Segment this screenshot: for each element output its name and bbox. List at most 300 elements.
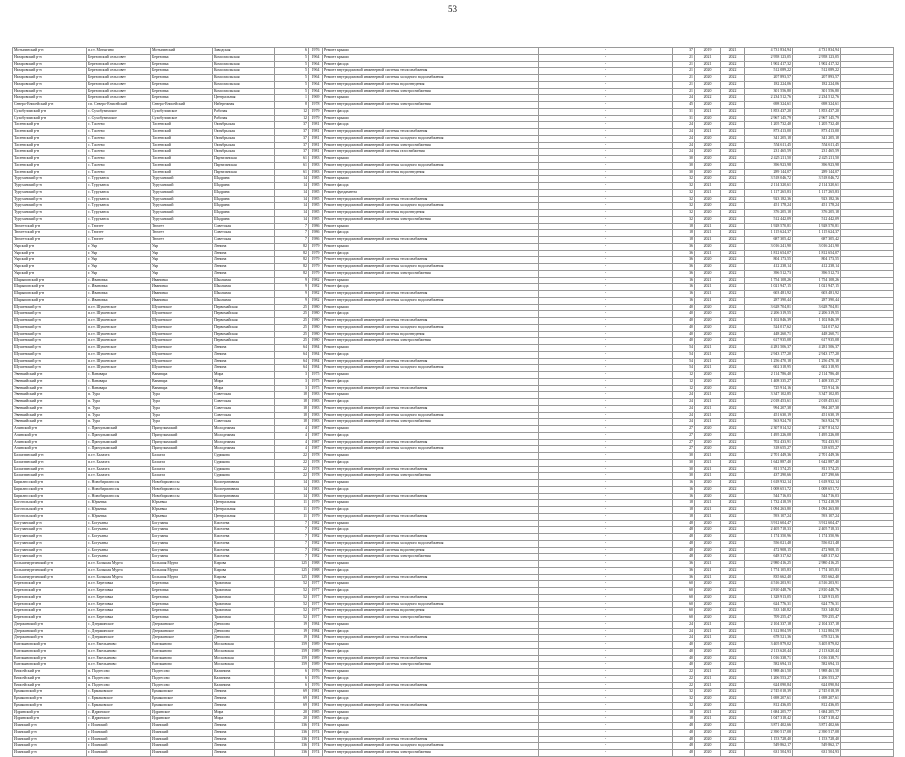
table-cell: - — [539, 453, 673, 460]
table-cell: 2022 — [721, 108, 745, 115]
table-cell: 14 — [275, 176, 309, 183]
table-cell: с. Тасеево — [87, 129, 151, 136]
empty-cell — [841, 304, 894, 311]
table-cell: 678 521,36 — [745, 635, 793, 642]
table-cell: 512 442,09 — [793, 216, 841, 223]
table-cell: Московская — [213, 655, 275, 662]
empty-cell — [841, 135, 894, 142]
table-cell: - — [539, 601, 673, 608]
table-cell: 2021 — [695, 351, 721, 358]
table-cell: Первомайская — [213, 318, 275, 325]
table-cell: 4 516 203,91 — [745, 581, 793, 588]
table-cell: Дзержинский р-н — [13, 628, 87, 635]
table-cell: 2021 — [695, 291, 721, 298]
table-cell: Московская — [213, 648, 275, 655]
table-cell: 2020 — [695, 264, 721, 271]
table-cell: 2022 — [721, 608, 745, 615]
table-cell: - — [539, 297, 673, 304]
table-cell: 21 — [673, 68, 695, 75]
table-cell: 2020 — [695, 338, 721, 345]
table-cell: Школьная — [213, 291, 275, 298]
table-cell: 24 — [673, 399, 695, 406]
table-cell: Дзержинское — [151, 628, 213, 635]
table-cell: 1982 — [309, 527, 323, 534]
table-cell: 2020 — [695, 311, 721, 318]
table-cell: 30 — [673, 473, 695, 480]
empty-cell — [841, 507, 894, 514]
table-row — [13, 750, 894, 757]
table-cell: Сурикова — [213, 453, 275, 460]
table-cell: Березовка — [151, 581, 213, 588]
empty-cell — [841, 95, 894, 102]
table-cell: 1980 — [309, 331, 323, 338]
table-cell: 4 — [275, 439, 309, 446]
empty-cell — [841, 210, 894, 217]
table-cell: 7 — [275, 223, 309, 230]
table-cell: 18 — [275, 412, 309, 419]
table-cell: 60 — [673, 615, 695, 622]
table-cell: 2022 — [721, 250, 745, 257]
table-cell: Ленина — [213, 243, 275, 250]
table-cell: 45 — [673, 102, 695, 109]
table-cell: 12 — [275, 115, 309, 122]
table-cell: 2022 — [721, 648, 745, 655]
table-cell: Березовский сельсовет — [87, 75, 151, 82]
table-cell: Ремонт внутридомовой инженерной системы холодного водоснабжения — [323, 446, 539, 453]
table-cell: 5 — [275, 75, 309, 82]
table-cell: - — [539, 149, 673, 156]
table-cell: 159 — [275, 655, 309, 662]
table-cell: 4 — [275, 426, 309, 433]
table-cell: п. Подтесово — [87, 675, 151, 682]
empty-cell — [841, 270, 894, 277]
table-cell: 1 408 335,27 — [793, 378, 841, 385]
table-cell: Идринское — [151, 709, 213, 716]
table-cell: Березовский р-н — [13, 594, 87, 601]
table-cell: Тасеевский р-н — [13, 122, 87, 129]
table-cell: Богучанский р-н — [13, 540, 87, 547]
table-cell: Сухобузимский р-н — [13, 108, 87, 115]
table-cell: 69 — [275, 696, 309, 703]
table-cell: Тасеевский — [151, 149, 213, 156]
table-cell: 2022 — [721, 635, 745, 642]
table-cell: Ремонт внутридомовой инженерной системы теплоснабжения — [323, 68, 539, 75]
table-cell: Ремонт крыши — [323, 304, 539, 311]
table-cell: 2020 — [695, 655, 721, 662]
empty-cell — [841, 567, 894, 574]
table-cell: Центральная — [213, 507, 275, 514]
table-cell: 451 178,24 — [745, 203, 793, 210]
table-cell: Шушенский р-н — [13, 324, 87, 331]
table-cell: 25 — [275, 311, 309, 318]
table-cell: 2020 — [695, 480, 721, 487]
table-cell: 18 — [275, 399, 309, 406]
table-row — [13, 318, 894, 325]
table-row — [13, 513, 894, 520]
table-cell: Ремонт фасада — [323, 284, 539, 291]
table-cell: Партизанская — [213, 156, 275, 163]
table-cell: - — [539, 284, 673, 291]
table-cell: - — [539, 615, 673, 622]
table-cell: 1 206 553,27 — [745, 675, 793, 682]
table-cell: 5 — [275, 88, 309, 95]
table-cell: 2020 — [695, 68, 721, 75]
table-cell: Советская — [213, 223, 275, 230]
table-cell: Ремонт крыши — [323, 48, 539, 55]
empty-cell — [841, 243, 894, 250]
table-cell: 2020 — [695, 156, 721, 163]
table-cell: 2 206 319,55 — [793, 311, 841, 318]
table-cell: 2 943 177,20 — [745, 351, 793, 358]
table-cell: Идринское — [151, 716, 213, 723]
table-cell: 7 — [275, 527, 309, 534]
table-cell: 3 405 879,02 — [793, 642, 841, 649]
table-cell: 14 — [275, 189, 309, 196]
table-cell: Тасеевский — [151, 169, 213, 176]
table-cell: Ремонт внутридомовой инженерной системы водоотведения — [323, 169, 539, 176]
table-cell: 2021 — [695, 682, 721, 689]
table-cell: с. Ивановка — [87, 291, 151, 298]
table-cell: Ремонт крыши — [323, 223, 539, 230]
empty-cell — [841, 628, 894, 635]
table-cell: 1 812 654,07 — [745, 250, 793, 257]
table-cell: Ремонт внутридомовой инженерной системы теплоснабжения — [323, 196, 539, 203]
table-row — [13, 486, 894, 493]
table-cell: 2022 — [721, 156, 745, 163]
table-cell: г. Уяр — [87, 270, 151, 277]
empty-cell — [841, 702, 894, 709]
table-cell: п.г.т. Емельяново — [87, 662, 151, 669]
table-cell: Емельяновский р-н — [13, 642, 87, 649]
table-cell: 2022 — [721, 189, 745, 196]
empty-cell — [841, 453, 894, 460]
table-cell: Тасеевский — [151, 122, 213, 129]
table-cell: 60 — [673, 581, 695, 588]
table-cell: 1980 — [309, 324, 323, 331]
table-cell: 1977 — [309, 608, 323, 615]
table-row — [13, 446, 894, 453]
empty-cell — [841, 48, 894, 55]
table-cell: 994 207,38 — [745, 405, 793, 412]
table-cell: 2021 — [695, 574, 721, 581]
empty-cell — [841, 520, 894, 527]
table-row — [13, 574, 894, 581]
table-cell: с. Идринское — [87, 709, 151, 716]
empty-cell — [841, 743, 894, 750]
table-cell: Ремонт фасада — [323, 351, 539, 358]
table-cell: Эвенкийский р-н — [13, 372, 87, 379]
table-cell: 1 732 418,59 — [793, 500, 841, 507]
table-cell: Ленина — [213, 345, 275, 352]
table-cell: Денисова — [213, 628, 275, 635]
empty-cell — [841, 156, 894, 163]
table-cell: п.г.т. Шушенское — [87, 324, 151, 331]
table-cell: 2020 — [695, 642, 721, 649]
table-cell: 40 — [673, 324, 695, 331]
empty-cell — [841, 324, 894, 331]
table-cell: 18 — [673, 513, 695, 520]
empty-cell — [841, 736, 894, 743]
table-cell: 48 — [673, 743, 695, 750]
table-cell: 2022 — [721, 655, 745, 662]
table-cell: 1982 — [309, 297, 323, 304]
table-cell: 1964 — [309, 88, 323, 95]
table-cell: Эвенкийский р-н — [13, 405, 87, 412]
table-cell: Октябрьская — [213, 149, 275, 156]
table-cell: - — [539, 399, 673, 406]
table-cell: г. Уяр — [87, 250, 151, 257]
table-cell: Первомайская — [213, 311, 275, 318]
table-cell: Ремонт внутридомовой инженерной системы холодного водоснабжения — [323, 203, 539, 210]
table-cell: 2 967 145,79 — [793, 115, 841, 122]
table-row — [13, 351, 894, 358]
table-cell: п.г.т. Балахта — [87, 459, 151, 466]
table-cell: 3 518 046,72 — [793, 176, 841, 183]
table-cell: 1 312 804,59 — [745, 628, 793, 635]
table-cell: 2 980 416,25 — [793, 561, 841, 568]
table-cell: - — [539, 594, 673, 601]
table-cell: 2022 — [721, 135, 745, 142]
table-cell: 16 — [673, 277, 695, 284]
table-cell: 289 144,07 — [745, 169, 793, 176]
table-cell: Советская — [213, 237, 275, 244]
table-cell: - — [539, 588, 673, 595]
table-cell: 2020 — [695, 615, 721, 622]
table-cell: Туруханский р-н — [13, 196, 87, 203]
table-cell: 2022 — [721, 81, 745, 88]
table-cell: 2020 — [695, 331, 721, 338]
table-cell: 25 — [275, 304, 309, 311]
table-cell: Большая Мурта — [151, 561, 213, 568]
table-cell: Партизанская — [213, 169, 275, 176]
table-row — [13, 102, 894, 109]
empty-cell — [841, 466, 894, 473]
table-cell: 1985 — [309, 189, 323, 196]
table-cell: 1981 — [309, 689, 323, 696]
table-cell: Ленина — [213, 351, 275, 358]
table-cell: Ленина — [213, 358, 275, 365]
table-cell: 14 — [275, 486, 309, 493]
table-cell: Богучаны — [151, 540, 213, 547]
table-row — [13, 210, 894, 217]
table-cell: 624 776,31 — [793, 601, 841, 608]
table-cell: 2022 — [721, 54, 745, 61]
table-cell: 37 — [275, 149, 309, 156]
table-cell: с. Тасеево — [87, 169, 151, 176]
table-cell: 2020 — [695, 162, 721, 169]
table-cell: - — [539, 122, 673, 129]
table-cell: Сурикова — [213, 459, 275, 466]
table-cell: 2 113 620,44 — [745, 648, 793, 655]
empty-cell — [841, 291, 894, 298]
empty-cell — [841, 648, 894, 655]
table-cell: Ермаковское — [151, 696, 213, 703]
table-cell: - — [539, 432, 673, 439]
table-row — [13, 412, 894, 419]
table-cell: 1978 — [309, 466, 323, 473]
table-cell: - — [539, 318, 673, 325]
table-cell: 1977 — [309, 601, 323, 608]
table-row — [13, 291, 894, 298]
table-row — [13, 709, 894, 716]
table-cell: Ремонт фасада — [323, 183, 539, 190]
table-cell: 1 021 947,15 — [793, 284, 841, 291]
table-cell: 1980 — [309, 318, 323, 325]
table-cell: 533 140,82 — [793, 608, 841, 615]
table-cell: 30 — [673, 466, 695, 473]
table-cell: Трактовая — [213, 601, 275, 608]
table-cell: 1983 — [309, 412, 323, 419]
empty-cell — [841, 351, 894, 358]
table-cell: 1976 — [309, 48, 323, 55]
table-cell: 1 754 108,26 — [745, 277, 793, 284]
table-cell: Юрьевка — [151, 507, 213, 514]
table-row — [13, 615, 894, 622]
table-cell: 2022 — [721, 345, 745, 352]
table-cell: Мира — [213, 385, 275, 392]
table-cell: 554 611,45 — [793, 142, 841, 149]
table-cell: 2020 — [695, 723, 721, 730]
table-cell: 2021 — [695, 223, 721, 230]
empty-cell — [841, 88, 894, 95]
empty-cell — [841, 169, 894, 176]
table-cell: 1979 — [309, 513, 323, 520]
table-row — [13, 345, 894, 352]
table-cell: 1980 — [309, 304, 323, 311]
table-cell: Ремонт крыши — [323, 95, 539, 102]
table-cell: 2022 — [721, 696, 745, 703]
table-row — [13, 439, 894, 446]
table-row — [13, 358, 894, 365]
table-cell: - — [539, 210, 673, 217]
table-cell: 32 — [673, 203, 695, 210]
empty-cell — [841, 54, 894, 61]
empty-cell — [841, 621, 894, 628]
table-cell: 1987 — [309, 446, 323, 453]
table-cell: Рабочая — [213, 108, 275, 115]
table-row — [13, 655, 894, 662]
table-cell: п.г.т. Шушенское — [87, 345, 151, 352]
table-cell: п.г.т. Шушенское — [87, 331, 151, 338]
table-cell: Шушенский р-н — [13, 318, 87, 325]
empty-cell — [841, 547, 894, 554]
table-cell: п.г.т. Емельяново — [87, 655, 151, 662]
table-cell: - — [539, 426, 673, 433]
table-cell: 22 — [673, 675, 695, 682]
empty-cell — [841, 500, 894, 507]
table-cell: - — [539, 507, 673, 514]
table-cell: 709 255,47 — [745, 615, 793, 622]
table-cell: 3 — [275, 372, 309, 379]
table-cell: 624 776,31 — [745, 601, 793, 608]
table-cell: Тасеевский р-н — [13, 162, 87, 169]
table-cell: 22 — [275, 473, 309, 480]
table-row — [13, 426, 894, 433]
table-cell: Трактовая — [213, 615, 275, 622]
table-cell: 1 174 350,96 — [745, 534, 793, 541]
table-cell: 1979 — [309, 500, 323, 507]
table-cell: Дзержинский р-н — [13, 635, 87, 642]
table-cell: п.г.т. Шушенское — [87, 338, 151, 345]
table-cell: 2019 — [695, 48, 721, 55]
table-cell: 2022 — [721, 513, 745, 520]
table-cell: 2022 — [721, 669, 745, 676]
table-cell: 1979 — [309, 264, 323, 271]
table-cell: Ремонт внутридомовой инженерной системы водоотведения — [323, 81, 539, 88]
table-row — [13, 567, 894, 574]
table-cell: Ремонт внутридомовой инженерной системы теплоснабжения — [323, 513, 539, 520]
table-cell: 36 — [673, 270, 695, 277]
table-cell: г. Уяр — [87, 243, 151, 250]
table-cell: с. Причулымский — [87, 446, 151, 453]
table-cell: п.г.т. Шушенское — [87, 311, 151, 318]
table-cell: 2021 — [695, 459, 721, 466]
table-cell: Ремонт внутридомовой инженерной системы газоснабжения — [323, 149, 539, 156]
table-cell: 1985 — [309, 183, 323, 190]
table-cell: 36 — [673, 257, 695, 264]
table-cell: - — [539, 270, 673, 277]
table-cell: - — [539, 108, 673, 115]
table-cell: Туруханский — [151, 176, 213, 183]
table-cell: 2021 — [695, 345, 721, 352]
table-cell: 812 436,05 — [745, 702, 793, 709]
table-cell: 24 — [673, 122, 695, 129]
empty-cell — [841, 81, 894, 88]
table-cell: 14 — [275, 210, 309, 217]
table-cell: 2022 — [721, 277, 745, 284]
table-cell: 2022 — [721, 405, 745, 412]
table-cell: 556 021,48 — [745, 540, 793, 547]
table-cell: Назаровский р-н — [13, 88, 87, 95]
table-cell: Юрьевка — [151, 513, 213, 520]
table-cell: 2021 — [695, 561, 721, 568]
table-cell: 48 — [673, 520, 695, 527]
table-cell: Причулымский — [151, 426, 213, 433]
table-cell: 5 — [275, 54, 309, 61]
table-cell: 2021 — [695, 412, 721, 419]
table-cell: 4 731 834,94 — [745, 48, 793, 55]
table-cell: 4 — [275, 432, 309, 439]
table-cell: Богучанский р-н — [13, 554, 87, 561]
table-cell: 709 255,47 — [793, 615, 841, 622]
table-cell: 873 413,00 — [793, 129, 841, 136]
table-cell: 7 — [275, 237, 309, 244]
table-cell: - — [539, 446, 673, 453]
table-cell: 37 — [275, 135, 309, 142]
table-cell: Шушенское — [151, 318, 213, 325]
table-cell: Ремонт внутридомовой инженерной системы теплоснабжения — [323, 534, 539, 541]
table-cell: 1974 — [309, 743, 323, 750]
table-cell: 64 — [275, 351, 309, 358]
table-row — [13, 432, 894, 439]
table-cell: 2020 — [695, 486, 721, 493]
table-cell: 3 — [275, 378, 309, 385]
table-row — [13, 628, 894, 635]
table-row — [13, 534, 894, 541]
table-cell: 136 — [275, 729, 309, 736]
table-cell: 2022 — [721, 351, 745, 358]
table-cell: 2022 — [721, 426, 745, 433]
table-cell: 2022 — [721, 561, 745, 568]
table-cell: 5 — [275, 81, 309, 88]
table-cell: 2020 — [695, 324, 721, 331]
table-cell: Шушенский р-н — [13, 365, 87, 372]
table-cell: 2022 — [721, 196, 745, 203]
table-cell: 37 — [673, 48, 695, 55]
table-row — [13, 372, 894, 379]
table-cell: Ленина — [213, 736, 275, 743]
table-cell: 14 — [275, 183, 309, 190]
